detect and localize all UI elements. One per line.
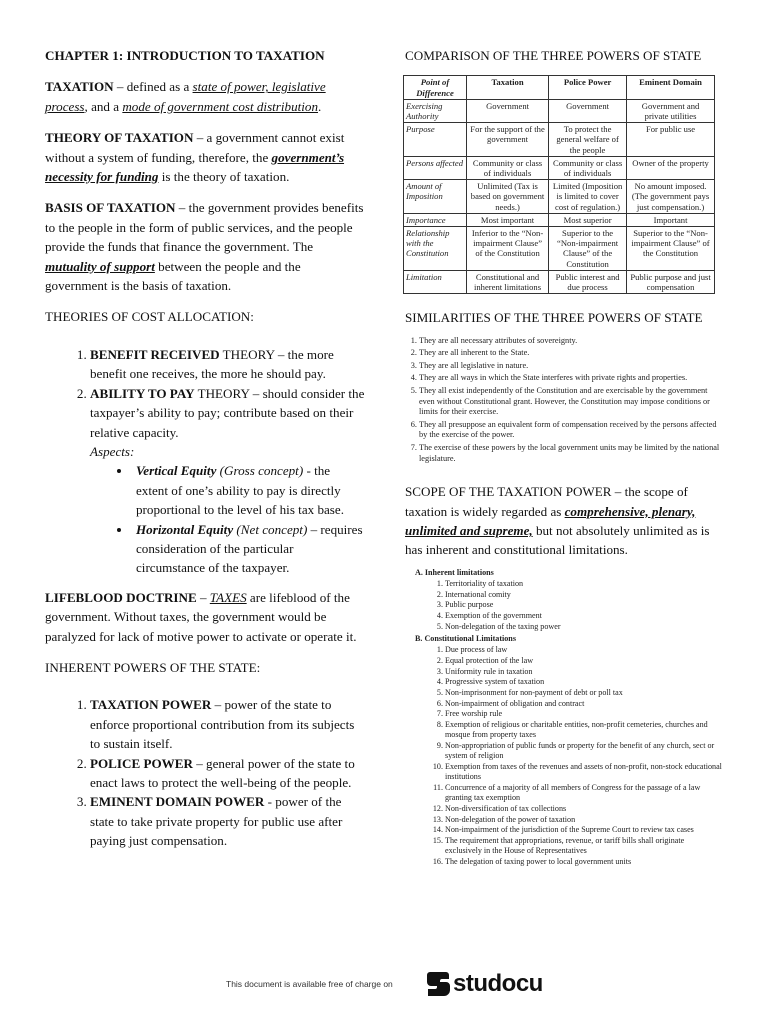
list-item: 6. They all presuppose an equivalent form of compensation received by the persons affected by the exercise of the power. bbox=[419, 420, 723, 441]
list-item bbox=[90, 345, 365, 384]
column-header: Taxation bbox=[467, 76, 549, 99]
row-header: Persons affected bbox=[404, 156, 467, 179]
table-cell: Limited (Imposition is limited to cover cost of regulation.) bbox=[549, 180, 627, 214]
term: BENEFIT RECEIVED bbox=[90, 346, 220, 362]
column-header: Police Power bbox=[549, 76, 627, 99]
row-header: Exercising Authority bbox=[404, 99, 467, 122]
row-header: Limitation bbox=[404, 270, 467, 293]
studocu-logo-icon bbox=[424, 970, 450, 998]
lifeblood-doctrine bbox=[45, 588, 365, 646]
inherent-powers-heading: INHERENT POWERS OF THE STATE: bbox=[45, 659, 261, 675]
text: are lifeblood of the government. Without taxes, the government would be paralyzed for lack of motive power to activate or operate it. bbox=[45, 589, 357, 644]
table-row bbox=[404, 180, 715, 214]
table-cell: Superior to the “Non-impairment Clause” of the Constitution bbox=[549, 227, 627, 271]
term: BASIS OF TAXATION bbox=[45, 200, 176, 216]
list-item: 6. Non-impairment of obligation and contract bbox=[445, 699, 723, 709]
list-item: 7. The exercise of these powers by the local government units may be limited by the national legislature. bbox=[419, 443, 723, 464]
table-cell: To protect the general welfare of the people bbox=[549, 123, 627, 157]
column-header: Eminent Domain bbox=[627, 76, 715, 99]
table-cell: Government bbox=[549, 99, 627, 122]
text: – defined as a bbox=[113, 79, 193, 95]
list-item: 3. They are all legislative in nature. bbox=[419, 361, 723, 372]
footer-notice: This document is available free of charge on bbox=[226, 979, 393, 989]
list-item: 12. Non-diversification of tax collections bbox=[445, 804, 723, 814]
powers-list bbox=[45, 695, 365, 850]
emphasis: mode of government cost distribution bbox=[122, 98, 319, 114]
table-cell: Important bbox=[627, 213, 715, 226]
list-item bbox=[132, 461, 365, 519]
list-item: 11. Concurrence of a majority of all members of Congress for the passage of a law granting tax exemption bbox=[445, 783, 723, 803]
row-header: Amount of Imposition bbox=[404, 180, 467, 214]
table-cell: For the support of the government bbox=[467, 123, 549, 157]
table-row bbox=[404, 123, 715, 157]
list-item: 2. International comity bbox=[445, 590, 723, 600]
inherent-limitations-title: A. Inherent limitations bbox=[415, 567, 494, 577]
term: TAXATION POWER bbox=[90, 697, 212, 713]
table-cell: Public interest and due process bbox=[549, 270, 627, 293]
right-column bbox=[405, 46, 723, 868]
text: – the government provides benefits to the people in the form of public services, and the people provide the funds that finance the government. The bbox=[45, 200, 364, 255]
table-header-row bbox=[404, 76, 715, 99]
text: between the people and the government is the basis of taxation. bbox=[45, 258, 301, 294]
list-item: 3. Uniformity rule in taxation bbox=[445, 667, 723, 677]
table-row bbox=[404, 156, 715, 179]
list-item: 2. They are all inherent to the State. bbox=[419, 348, 723, 359]
list-item: 5. Non-imprisonment for non-payment of debt or poll tax bbox=[445, 688, 723, 698]
text: is the theory of taxation. bbox=[158, 169, 290, 185]
list-item bbox=[90, 754, 365, 793]
chapter-title: CHAPTER 1: INTRODUCTION TO TAXATION bbox=[45, 48, 325, 63]
emphasis: comprehensive, plenary, unlimited and supreme, bbox=[405, 503, 696, 539]
aspects-label: Aspects: bbox=[90, 443, 135, 459]
term: EMINENT DOMAIN POWER bbox=[90, 794, 265, 810]
list-item: 4. Exemption of the government bbox=[445, 611, 723, 621]
list-item: 4. Progressive system of taxation bbox=[445, 677, 723, 687]
text: THEORY – should consider the taxpayer’s ability to pay; contribute based on their relative capacity. bbox=[90, 385, 365, 440]
table-cell: Unlimited (Tax is based on government needs.) bbox=[467, 180, 549, 214]
scope-of-taxation bbox=[405, 482, 723, 560]
studocu-brand[interactable] bbox=[424, 970, 543, 998]
list-item: 14. Non-impairment of the jurisdiction of the Supreme Court to review tax cases bbox=[445, 825, 723, 835]
taxation-definition bbox=[45, 77, 365, 116]
list-item: 1. Due process of law bbox=[445, 645, 723, 655]
text: THEORY – the more benefit one receives, the more he should pay. bbox=[90, 346, 334, 382]
list-item: 4. They are all ways in which the State interferes with private rights and properties. bbox=[419, 373, 723, 384]
table-cell: No amount imposed. (The government pays just compensation.) bbox=[627, 180, 715, 214]
text: – power of the state to enforce proportional contribution from its subjects to sustain itself. bbox=[90, 697, 355, 752]
similarities-title: SIMILARITIES OF THE THREE POWERS OF STATE bbox=[405, 310, 703, 326]
term: THEORY OF TAXATION bbox=[45, 130, 194, 146]
text: SCOPE OF THE TAXATION POWER – the scope of taxation is widely regarded as bbox=[405, 484, 688, 519]
left-column bbox=[45, 46, 365, 861]
term: Horizontal Equity bbox=[136, 521, 234, 537]
emphasis: government’s necessity for funding bbox=[45, 149, 345, 185]
table-cell: Superior to the “Non-impairment Clause” of the Constitution bbox=[627, 227, 715, 271]
row-header: Relationship with the Constitution bbox=[404, 227, 467, 271]
row-header: Importance bbox=[404, 213, 467, 226]
list-item: 1. Territoriality of taxation bbox=[445, 579, 723, 589]
text: – a government cannot exist without a system of funding, therefore, the bbox=[45, 130, 345, 165]
constitutional-limitations-list bbox=[415, 645, 723, 867]
column-header: Point of Difference bbox=[404, 76, 467, 99]
text: – requires consideration of the particular circumstance of the taxpayer. bbox=[136, 521, 363, 576]
table-cell: Constitutional and inherent limitations bbox=[467, 270, 549, 293]
table-cell: Government and private utilities bbox=[627, 99, 715, 122]
emphasis: state of power, legislative process bbox=[45, 79, 326, 114]
term: TAXATION bbox=[45, 79, 114, 95]
text: – bbox=[196, 589, 210, 605]
text: - power of the state to take private property for public use after paying just compensation. bbox=[90, 794, 343, 849]
list-item bbox=[90, 695, 365, 753]
list-item: 16. The delegation of taxing power to local government units bbox=[445, 857, 723, 867]
text: but not absolutely unlimited as is has inherent and constitutional limitations. bbox=[405, 523, 710, 558]
list-item bbox=[132, 520, 365, 578]
table-row bbox=[404, 213, 715, 226]
aspects-list bbox=[90, 461, 365, 577]
emphasis: mutuality of support bbox=[45, 258, 155, 274]
comparison-title: COMPARISON OF THE THREE POWERS OF STATE bbox=[405, 48, 702, 63]
list-item: 13. Non-delegation of the power of taxation bbox=[445, 815, 723, 825]
cost-theories-list bbox=[45, 345, 365, 578]
table-cell: Owner of the property bbox=[627, 156, 715, 179]
list-item: 10. Exemption from taxes of the revenues and assets of non-profit, non-stock educational institutions bbox=[445, 762, 723, 782]
comparison-table bbox=[403, 75, 715, 294]
table-cell: Inferior to the “Non-impairment Clause” of the Constitution bbox=[467, 227, 549, 271]
text: – general power of the state to enact laws to protect the well-being of the people. bbox=[90, 755, 355, 790]
table-cell: Most superior bbox=[549, 213, 627, 226]
theory-of-taxation bbox=[45, 128, 365, 186]
list-item: 5. They all exist independently of the Constitution and are exercisable by the government even without Constitutional grant. However, the Constitution may impose conditions or limits for their exercise. bbox=[419, 386, 723, 418]
emphasis: TAXES bbox=[209, 589, 247, 605]
term: ABILITY TO PAY bbox=[90, 385, 195, 401]
table-cell: For public use bbox=[627, 123, 715, 157]
table-row bbox=[404, 227, 715, 271]
list-item: 5. Non-delegation of the taxing power bbox=[445, 622, 723, 632]
text: , and a bbox=[84, 98, 123, 114]
table-cell: Community or class of individuals bbox=[467, 156, 549, 179]
list-item: 7. Free worship rule bbox=[445, 709, 723, 719]
list-item: 9. Non-appropriation of public funds or property for the benefit of any church, sect or system of religion bbox=[445, 741, 723, 761]
list-item: 3. Public purpose bbox=[445, 600, 723, 610]
list-item: 2. Equal protection of the law bbox=[445, 656, 723, 666]
row-header: Purpose bbox=[404, 123, 467, 157]
term: POLICE POWER bbox=[90, 755, 193, 771]
table-cell: Most important bbox=[467, 213, 549, 226]
brand-name: studocu bbox=[453, 970, 543, 997]
table-cell: Government bbox=[467, 99, 549, 122]
list-item bbox=[90, 384, 365, 578]
table-cell: Public purpose and just compensation bbox=[627, 270, 715, 293]
text: (Net concept) bbox=[233, 521, 308, 537]
text: . bbox=[318, 98, 322, 114]
table-row bbox=[404, 270, 715, 293]
table-row bbox=[404, 99, 715, 122]
table-cell: Community or class of individuals bbox=[549, 156, 627, 179]
similarities-list bbox=[405, 336, 723, 465]
list-item: 15. The requirement that appropriations, revenue, or tariff bills shall originate exclusively in the House of Representatives bbox=[445, 836, 723, 856]
list-item bbox=[90, 792, 365, 850]
term: Vertical Equity bbox=[136, 463, 217, 479]
limitations-block bbox=[415, 568, 723, 867]
term: LIFEBLOOD DOCTRINE bbox=[45, 589, 197, 605]
list-item: 1. They are all necessary attributes of sovereignty. bbox=[419, 336, 723, 347]
constitutional-limitations-title: B. Constitutional Limitations bbox=[415, 634, 516, 644]
inherent-limitations-list bbox=[415, 579, 723, 632]
text: - the extent of one’s ability to pay is directly proportional to the level of his tax base. bbox=[136, 463, 344, 518]
list-item: 8. Exemption of religious or charitable entities, non-profit cemeteries, churches and mosque from property taxes bbox=[445, 720, 723, 740]
basis-of-taxation bbox=[45, 198, 365, 295]
cost-allocation-heading: THEORIES OF COST ALLOCATION: bbox=[45, 309, 254, 325]
text: (Gross concept) bbox=[216, 463, 304, 479]
